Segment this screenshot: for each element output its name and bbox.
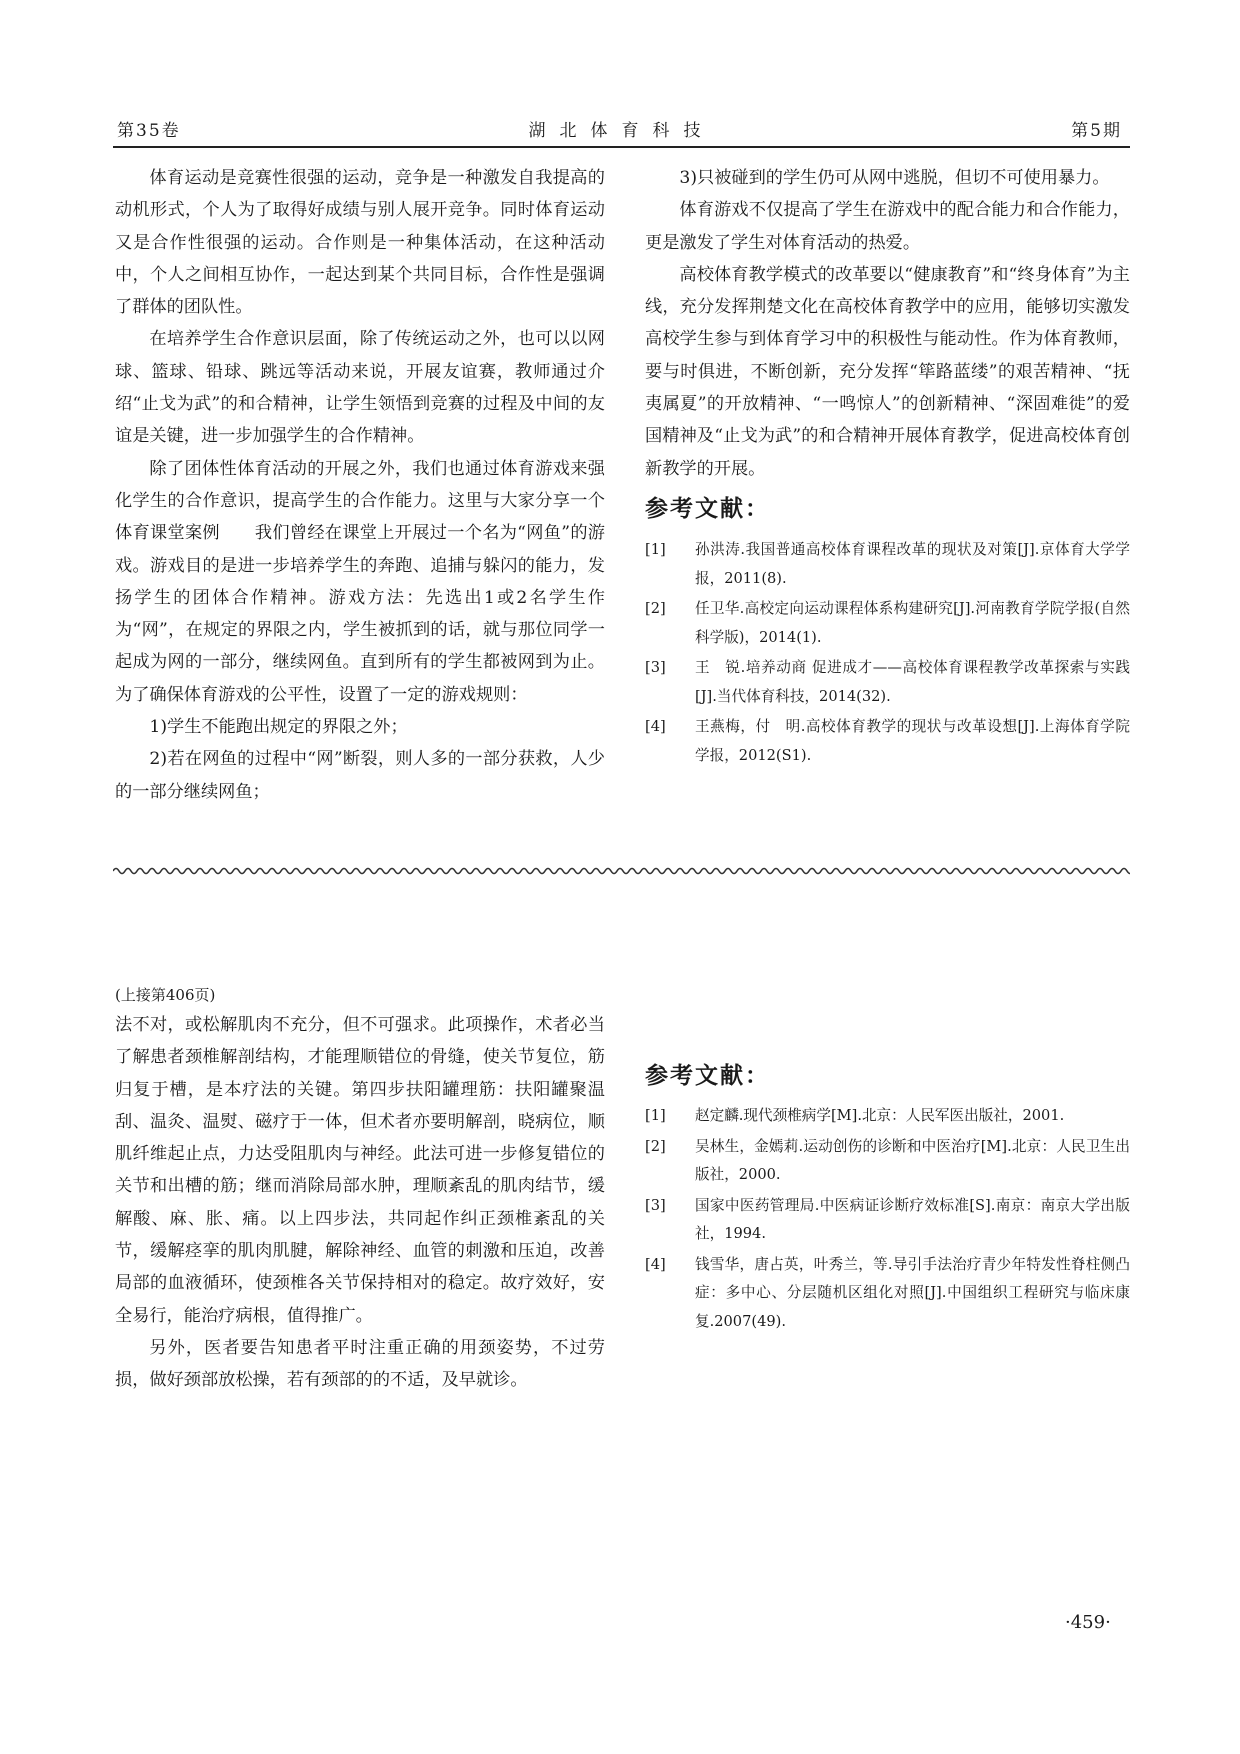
left-column-bottom: [115, 1009, 605, 1397]
body-paragraph: 体育游戏不仅提高了学生在游戏中的配合能力和合作能力，更是激发了学生对体育活动的热爱。: [645, 200, 1130, 253]
references-list: [645, 1102, 1130, 1338]
reference-item: [645, 654, 1130, 711]
reference-text: 王 锐.培养动商 促进成才——高校体育课程教学改革探索与实践[J].当代体育科技，2014(32).: [695, 659, 1130, 705]
references-list: [645, 536, 1130, 772]
body-paragraph: 另外，医者要告知患者平时注重正确的用颈姿势，不过劳损，做好颈部放松操，若有颈部的的不适，及早就诊。: [115, 1337, 605, 1391]
reference-number: [1]: [645, 541, 666, 558]
reference-number: [2]: [645, 600, 666, 617]
reference-number: [1]: [645, 1107, 666, 1124]
reference-text: 任卫华.高校定向运动课程体系构建研究[J].河南教育学院学报(自然科学版)，2014(1).: [695, 600, 1130, 646]
reference-item: [645, 595, 1130, 652]
body-paragraph: 除了团体性体育活动的开展之外，我们也通过体育游戏来强化学生的合作意识，提高学生的合作能力。这里与大家分享一个体育课堂案例 我们曾经在课堂上开展过一个名为“网鱼”的游戏。游戏目的是进一步培养学生的奔跑、追捕与躲闪的能力，发扬学生的团体合作精神。游戏方法：先选出1或2名学生作为“网”，在规定的界限之内，学生被抓到的话，就与那位同学一起成为网的一部分，继续网鱼。直到所有的学生都被网到为止。为了确保体育游戏的公平性，设置了一定的游戏规则：: [115, 458, 605, 705]
reference-text: 孙洪涛.我国普通高校体育课程改革的现状及对策[J].京体育大学学报，2011(8).: [695, 541, 1130, 587]
reference-item: [645, 1133, 1130, 1190]
reference-text: 国家中医药管理局.中医病证诊断疗效标准[S].南京：南京大学出版社，1994.: [695, 1196, 1130, 1242]
rule-item: 2)若在网鱼的过程中“网”断裂，则人多的一部分获救，人少的一部分继续网鱼；: [115, 749, 605, 802]
page-number: ·459·: [1065, 1612, 1111, 1633]
left-column-top: [115, 162, 605, 808]
header-rule: [113, 146, 1130, 148]
reference-text: 钱雪华，唐占英，叶秀兰，等.导引手法治疗青少年特发性脊柱侧凸症：多中心、分层随机区组化对照[J].中国组织工程研究与临床康复.2007(49).: [695, 1255, 1130, 1330]
reference-item: [645, 1102, 1130, 1131]
reference-item: [645, 713, 1130, 770]
reference-number: [2]: [645, 1137, 666, 1155]
body-paragraph: 高校体育教学模式的改革要以“健康教育”和“终身体育”为主线，充分发挥荆楚文化在高校体育教学中的应用，能够切实激发高校学生参与到体育学习中的积极性与能动性。作为体育教师，要与时俱进，不断创新，充分发挥“筚路蓝缕”的艰苦精神、“抚夷属夏”的开放精神、“一鸣惊人”的创新精神、“深固难徙”的爱国精神及“止戈为武”的和合精神开展体育教学，促进高校体育创新教学的开展。: [645, 264, 1130, 479]
body-paragraph: 在培养学生合作意识层面，除了传统运动之外，也可以以网球、篮球、铅球、跳远等活动来说，开展友谊赛，教师通过介绍“止戈为武”的和合精神，让学生领悟到竞赛的过程及中间的友谊是关键，进一步加强学生的合作精神。: [115, 329, 605, 447]
references-heading: 参考文献：: [645, 1062, 770, 1089]
volume-label: 第35卷: [117, 121, 181, 141]
rule-item: 3)只被碰到的学生仍可从网中逃脱，但切不可使用暴力。: [679, 168, 1110, 188]
wavy-divider: [113, 866, 1130, 876]
issue-label: 第5期: [1071, 121, 1122, 141]
rule-item: 1)学生不能跑出规定的界限之外；: [149, 717, 408, 738]
reference-number: [4]: [645, 718, 666, 735]
reference-item: [645, 1192, 1130, 1249]
reference-text: 赵定麟.现代颈椎病学[M].北京：人民军医出版社，2001.: [695, 1107, 1065, 1124]
continued-from-note: (上接第406页): [115, 986, 216, 1004]
reference-text: 王燕梅，付 明.高校体育教学的现状与改革设想[J].上海体育学院学报，2012(S1).: [695, 718, 1130, 764]
references-heading: 参考文献：: [645, 495, 770, 522]
reference-item: [645, 536, 1130, 593]
reference-number: [4]: [645, 1255, 666, 1273]
reference-text: 吴林生，金嫣莉.运动创伤的诊断和中医治疗[M].北京：人民卫生出版社，2000.: [695, 1137, 1130, 1183]
reference-item: [645, 1251, 1130, 1337]
reference-number: [3]: [645, 1196, 666, 1214]
running-header: [113, 112, 1130, 142]
right-column-top: [645, 162, 1130, 485]
body-paragraph: 法不对，或松解肌肉不充分，但不可强求。此项操作，术者必当了解患者颈椎解剖结构，才能理顺错位的骨缝，使关节复位，筋归复于槽，是本疗法的关键。第四步扶阳罐理筋：扶阳罐聚温刮、温灸、温熨、磁疗于一体，但术者亦要明解剖，晓病位，顺肌纤维起止点，力达受阻肌肉与神经。此法可进一步修复错位的关节和出槽的筋；继而消除局部水肿，理顺紊乱的肌肉结节，缓解酸、麻、胀、痛。以上四步法，共同起作纠正颈椎紊乱的关节，缓解痉挛的肌肉肌腱，解除神经、血管的刺激和压迫，改善局部的血液循环，使颈椎各关节保持相对的稳定。故疗效好，安全易行，能治疗病根，值得推广。: [115, 1015, 605, 1326]
body-paragraph: 体育运动是竞赛性很强的运动，竞争是一种激发自我提高的动机形式，个人为了取得好成绩与别人展开竞争。同时体育运动又是合作性很强的运动。合作则是一种集体活动，在这种活动中，个人之间相互协作，一起达到某个共同目标，合作性是强调了群体的团队性。: [115, 168, 605, 318]
journal-title: 湖北体育科技: [528, 121, 715, 141]
reference-number: [3]: [645, 659, 666, 676]
